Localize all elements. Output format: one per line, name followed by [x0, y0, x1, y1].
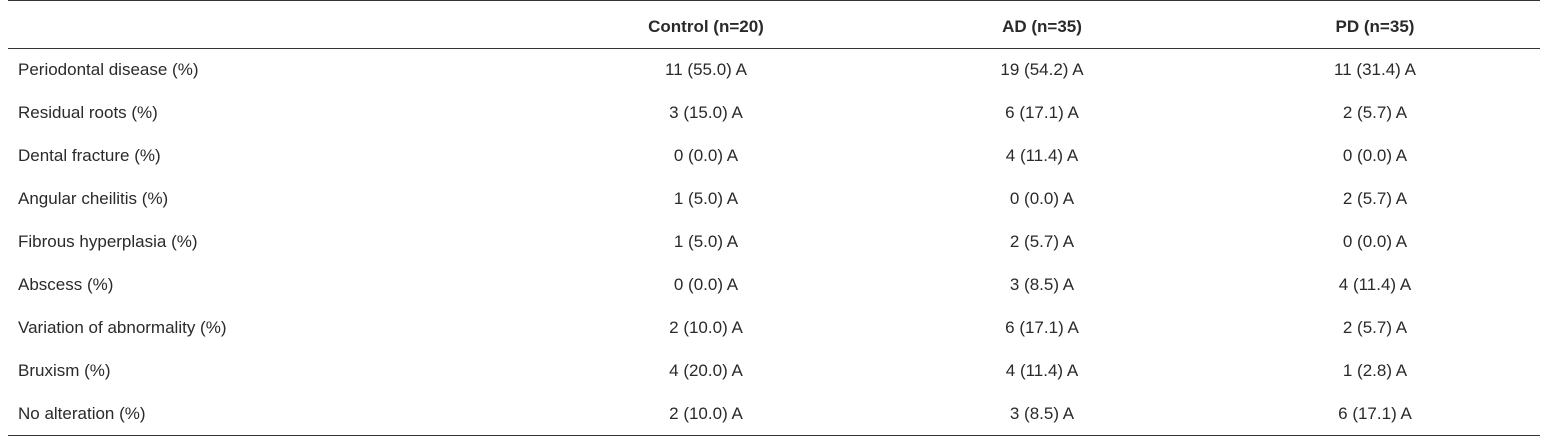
table-row: [8, 135, 1540, 178]
cell-ad: 3 (8.5) A: [874, 393, 1210, 436]
table-row: [8, 178, 1540, 221]
oral-findings-table: [8, 0, 1540, 436]
row-label: No alteration (%): [8, 393, 538, 436]
cell-ad: 4 (11.4) A: [1005, 361, 1079, 380]
cell-pd: 11 (31.4) A: [1334, 60, 1416, 80]
row-label: Fibrous hyperplasia (%): [18, 232, 198, 251]
table-row: [8, 264, 1540, 307]
data-table-container: [8, 0, 1540, 436]
table-body: [8, 49, 1540, 436]
cell-pd: 2 (5.7) A: [1342, 103, 1408, 122]
cell-pd: 6 (17.1) A: [1210, 393, 1540, 436]
table-row: [8, 92, 1540, 135]
cell-ad: 19 (54.2) A: [1000, 60, 1084, 80]
row-label: Bruxism (%): [18, 361, 111, 380]
table-row: [8, 307, 1540, 350]
cell-ad: 0 (0.0) A: [1009, 189, 1075, 208]
cell-pd: 4 (11.4) A: [1338, 275, 1412, 294]
header-cell-label: [8, 1, 538, 49]
cell-pd: 2 (5.7) A: [1342, 318, 1408, 337]
header-cell-pd: PD (n=35): [1210, 1, 1540, 49]
cell-ad: 3 (8.5) A: [1009, 275, 1075, 294]
cell-control: 2 (10.0) A: [669, 318, 743, 337]
cell-ad: 6 (17.1) A: [1005, 318, 1079, 337]
header-row: [8, 1, 1540, 49]
table-row: [8, 350, 1540, 393]
cell-control: 2 (10.0) A: [538, 393, 874, 436]
header-cell-control: Control (n=20): [538, 1, 874, 49]
row-label: Angular cheilitis (%): [18, 189, 169, 208]
cell-pd: 2 (5.7) A: [1342, 189, 1408, 208]
row-label: Abscess (%): [18, 275, 114, 294]
cell-control: 3 (15.0) A: [669, 103, 743, 122]
table-row: [8, 49, 1540, 92]
cell-ad: 6 (17.1) A: [1005, 103, 1079, 122]
cell-control: 0 (0.0) A: [673, 275, 739, 294]
table-row: [8, 221, 1540, 264]
cell-pd: 0 (0.0) A: [1342, 232, 1408, 251]
header-cell-ad: AD (n=35): [874, 1, 1210, 49]
row-label: Periodontal disease (%): [18, 60, 199, 80]
cell-control: 11 (55.0) A: [665, 60, 747, 80]
row-label: Residual roots (%): [18, 103, 158, 122]
table-header: [8, 1, 1540, 49]
cell-control: 1 (5.0) A: [673, 232, 739, 251]
cell-control: 4 (20.0) A: [669, 361, 743, 380]
cell-pd: 1 (2.8) A: [1342, 361, 1408, 380]
cell-ad: 2 (5.7) A: [1009, 232, 1075, 251]
cell-control: 0 (0.0) A: [673, 146, 739, 165]
row-label: Dental fracture (%): [18, 146, 161, 165]
cell-control: 1 (5.0) A: [673, 189, 739, 208]
row-label: Variation of abnormality (%): [18, 318, 227, 337]
cell-ad: 4 (11.4) A: [1005, 146, 1079, 165]
cell-pd: 0 (0.0) A: [1342, 146, 1408, 165]
table-row: [8, 393, 1540, 436]
